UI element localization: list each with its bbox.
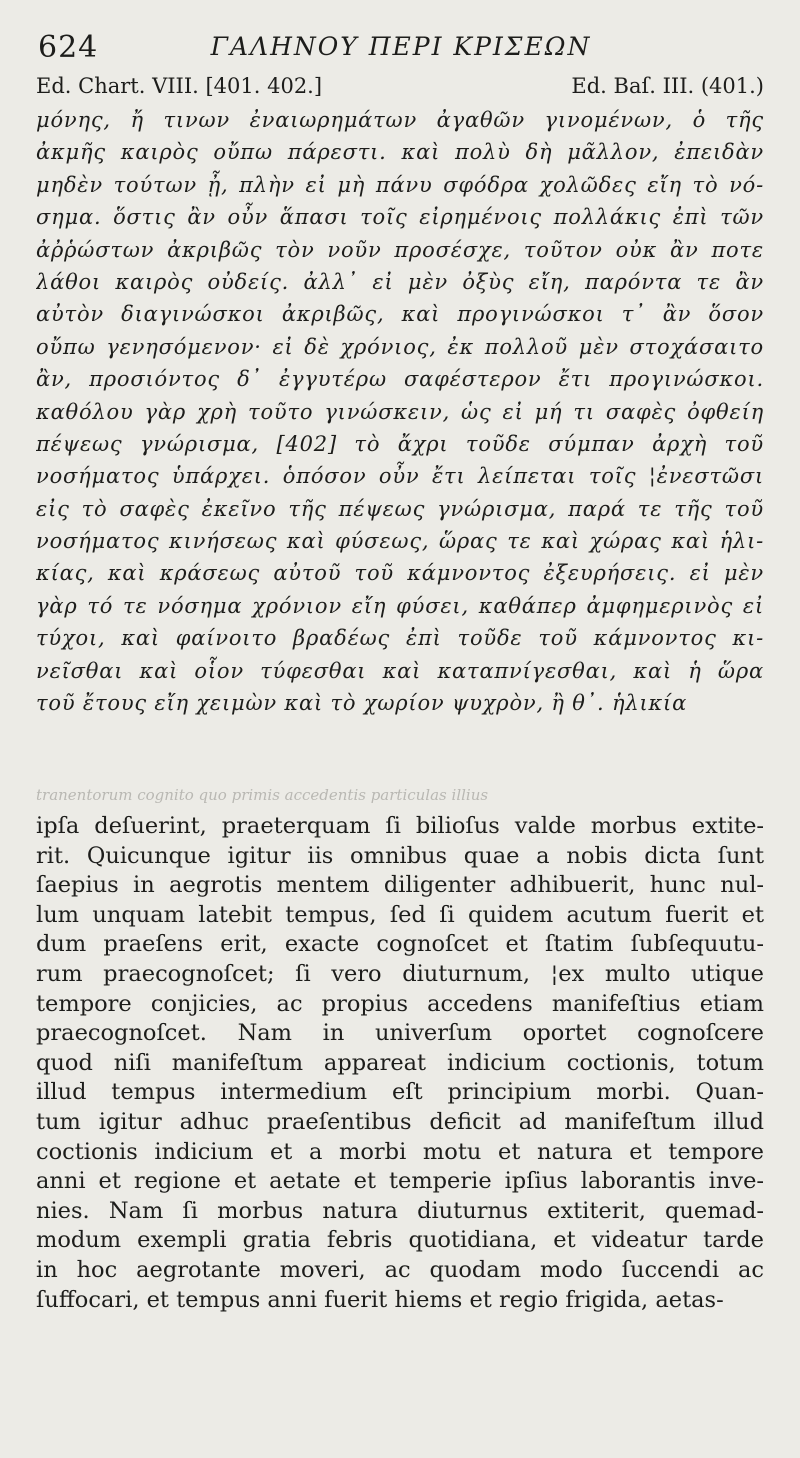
- text-line: εἰς τὸ σαφὲς ἐκεῖνο τῆς πέψεως γνώρισμα, παρά τε τῆς τοῦ: [36, 496, 764, 521]
- text-line: rit. Quicunque igitur iis omnibus quae a nobis dicta ſunt: [36, 842, 764, 869]
- text-line: rum praecognoſcet; ſi vero diuturnum, ¦ex multo utique: [36, 960, 764, 987]
- text-line: dum praeſens erit, exacte cognoſcet et ſtatim ſubſequutu-: [36, 931, 764, 958]
- page-number: 624: [38, 30, 99, 65]
- text-line: μόνης, ἤ τινων ἐναιωρημάτων ἀγαθῶν γινομένων, ὁ τῆς: [36, 108, 764, 132]
- text-line: τοῦ ἔτους εἴη χειμὼν καὶ τὸ χωρίον ψυχρὸν, ἢ θ᾽. ἡλικία: [36, 691, 688, 716]
- text-line: tempore conjicies, ac propius accedens manifeſtius etiam: [36, 990, 764, 1017]
- latin-text-block: [36, 812, 764, 1315]
- text-line: quod niſi manifeſtum appareat indicium coctionis, totum: [36, 1049, 764, 1076]
- running-title: ΓΑΛΗΝΟΥ ΠΕΡΙ ΚΡΙΣΕΩΝ: [210, 32, 592, 61]
- text-line: in hoc aegrotante moveri, ac quodam modo ſuccendi ac: [36, 1256, 764, 1283]
- text-line: ἂν, προσιόντος δ᾽ ἐγγυτέρω σαφέστερον ἔτι προγινώσκοι.: [36, 367, 764, 392]
- text-line: γὰρ τό τε νόσημα χρόνιον εἴη φύσει, καθάπερ ἀμφημερινὸς εἰ: [36, 593, 764, 618]
- text-line: λάθοι καιρὸς οὐδείς. ἀλλ᾽ εἰ μὲν ὀξὺς εἴη, παρόντα τε ἂν: [36, 269, 764, 294]
- edition-chartier: Ed. Chart. VIII. [401. 402.]: [36, 74, 323, 98]
- text-line: ἀκμῆς καιρὸς οὔπω πάρεστι. καὶ πολὺ δὴ μᾶλλον, ἐπειδὰν: [36, 140, 764, 165]
- text-line: κίας, καὶ κράσεως αὐτοῦ τοῦ κάμνοντος ἐξευρήσεις. εἰ μὲν: [36, 561, 764, 586]
- text-line: ſuffocari, et tempus anni fuerit hiems et regio frigida, aetas-: [36, 1286, 724, 1313]
- text-line: praecognoſcet. Nam in univerſum oportet cognoſcere: [36, 1020, 764, 1047]
- greek-text-block: [36, 104, 764, 719]
- text-line: modum exempli gratia febris quotidiana, et videatur tarde: [36, 1227, 764, 1254]
- edition-references: [36, 74, 764, 104]
- text-line: νοσήματος κινήσεως καὶ φύσεως, ὥρας τε καὶ χώρας καὶ ἡλι-: [36, 529, 764, 554]
- page-header: [38, 26, 764, 66]
- text-line: αὐτὸν διαγινώσκοι ἀκριβῶς, καὶ προγινώσκοι τ᾽ ἂν ὅσον: [36, 302, 764, 327]
- text-line: coctionis indicium et a morbi motu et natura et tempore: [36, 1138, 764, 1165]
- text-line: lum unquam latebit tempus, ſed ſi quidem acutum fuerit et: [36, 901, 764, 928]
- text-line: ſaepius in aegrotis mentem diligenter adhibuerit, hunc nul-: [36, 872, 764, 899]
- text-line: καθόλου γὰρ χρὴ τοῦτο γινώσκειν, ὡς εἰ μή τι σαφὲς ὀφθείη: [36, 399, 764, 424]
- text-line: ipſa deſuerint, praeterquam ſi bilioſus valde morbus extite-: [36, 813, 764, 839]
- text-line: οὔπω γενησόμενον· εἰ δὲ χρόνιος, ἐκ πολλοῦ μὲν στοχάσαιτο: [36, 334, 764, 359]
- text-line: illud tempus intermedium eſt principium morbi. Quan-: [36, 1079, 764, 1106]
- text-line: τύχοι, καὶ φαίνοιτο βραδέως ἐπὶ τοῦδε τοῦ κάμνοντος κι-: [36, 626, 764, 651]
- text-line: νεῖσθαι καὶ οἷον τύφεσθαι καὶ καταπνίγεσθαι, καὶ ἡ ὥρα: [36, 658, 764, 683]
- bleed-through-text: tranentorum cognito quo primis accedentis particulas illius: [36, 786, 489, 804]
- text-line: nies. Nam ſi morbus natura diuturnus extiterit, quemad-: [36, 1197, 764, 1224]
- text-line: νοσήματος ὑπάρχει. ὁπόσον οὖν ἔτι λείπεται τοῖς ¦ἐνεστῶσι: [36, 464, 764, 489]
- text-line: μηδὲν τούτων ᾖ, πλὴν εἰ μὴ πάνυ σφόδρα χολῶδες εἴη τὸ νό-: [36, 172, 764, 197]
- text-line: tum igitur adhuc praeſentibus deficit ad manifeſtum illud: [36, 1108, 764, 1135]
- text-line: πέψεως γνώρισμα, [402] τὸ ἄχρι τοῦδε σύμπαν ἀρχὴ τοῦ: [36, 431, 764, 456]
- text-line: anni et regione et aetate et temperie ipſius laborantis inve-: [36, 1168, 764, 1195]
- text-line: σημα. ὅστις ἂν οὖν ἅπασι τοῖς εἰρημένοις πολλάκις ἐπὶ τῶν: [36, 205, 764, 230]
- text-line: ἀῤῥώστων ἀκριβῶς τὸν νοῦν προσέσχε, τοῦτον οὐκ ἂν ποτε: [36, 237, 764, 262]
- edition-basel: Ed. Baſ. III. (401.): [571, 74, 764, 98]
